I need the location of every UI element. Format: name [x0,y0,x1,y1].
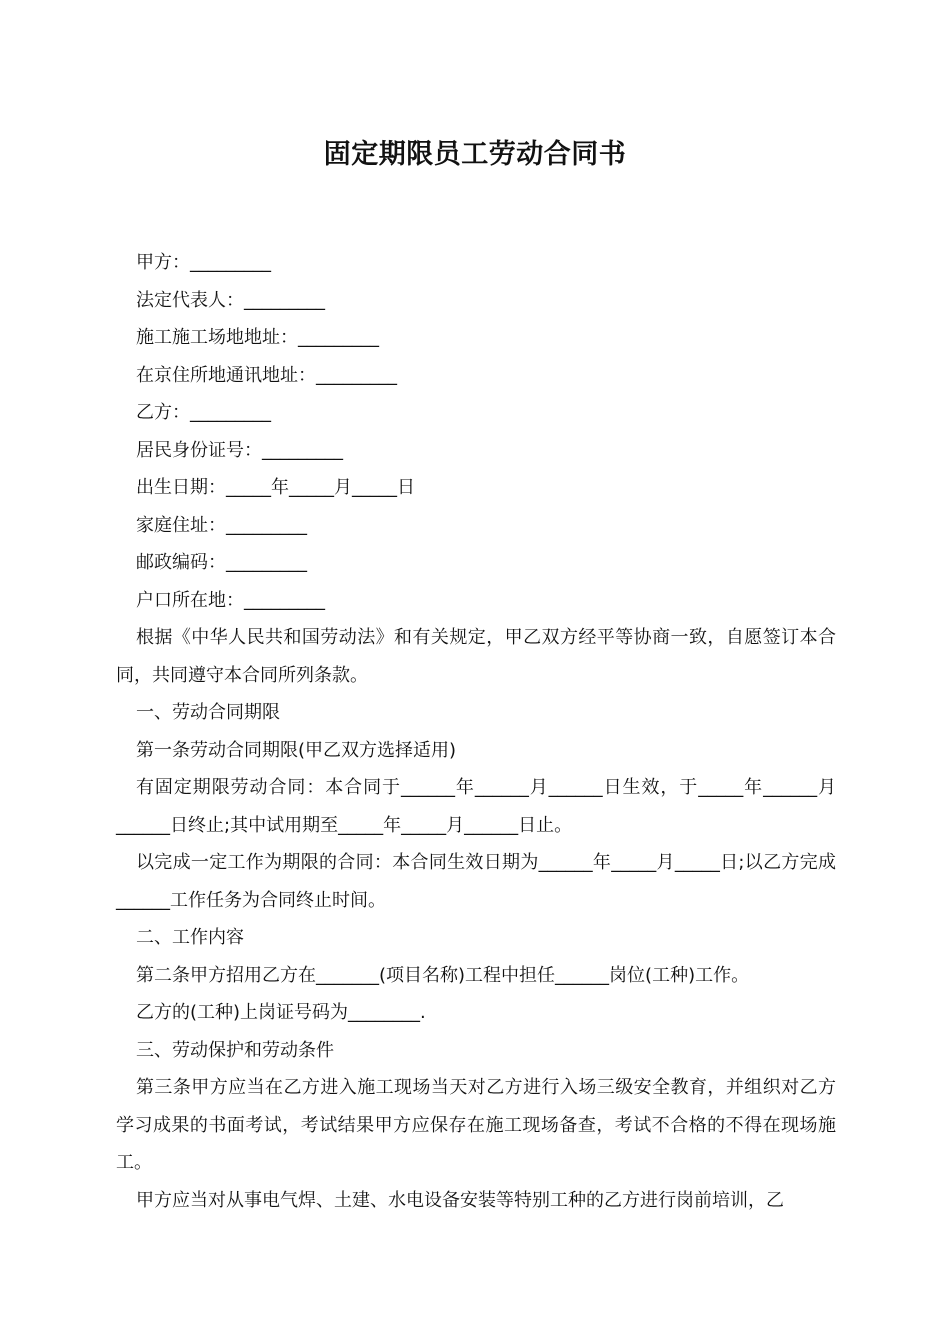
article-1-task-term: 以完成一定工作为期限的合同：本合同生效日期为______年_____月_____日;以乙方完成______工作任务为合同终止时间。 [116,852,836,911]
section-heading-protection: 三、劳动保护和劳动条件 [136,1039,334,1061]
article-1-fixed-term: 有固定期限劳动合同：本合同于______年______月______日生效，于_____年______月______日终止;其中试用期至_____年_____月______日止。 [116,777,836,836]
article-1: 第一条劳动合同期限(甲乙双方选择适用) [136,739,457,761]
article-3: 第三条甲方应当在乙方进入施工现场当天对乙方进行入场三级安全教育，并组织对乙方学习成果的书面考试，考试结果甲方应保存在施工现场备查，考试不合格的不得在现场施工。 [116,1077,836,1173]
id-number-line: 居民身份证号：_________ [136,439,343,461]
party-b-line: 乙方：_________ [136,402,271,423]
section-heading-work: 二、工作内容 [136,927,244,948]
article-2: 第二条甲方招用乙方在_______(项目名称)工程中担任______岗位(工种)工作。 [136,964,750,986]
document-title: 固定期限员工劳动合同书 [323,139,627,170]
household-registration-line: 户口所在地：_________ [136,589,325,611]
party-a-line: 甲方：_________ [136,252,271,273]
birth-date-line: 出生日期：_____年_____月_____日 [136,477,415,498]
legal-representative-line: 法定代表人：_________ [136,289,325,311]
document-body [116,244,836,1219]
section-heading-term: 一、劳动合同期限 [136,702,280,723]
postal-code-line: 邮政编码：_________ [136,552,307,573]
article-3-training: 甲方应当对从事电气焊、土建、水电设备安装等特别工种的乙方进行岗前培训，乙 [136,1189,784,1211]
article-2-certificate: 乙方的(工种)上岗证号码为________. [136,1002,426,1023]
home-address-line: 家庭住址：_________ [136,514,307,536]
intro-paragraph: 根据《中华人民共和国劳动法》和有关规定，甲乙双方经平等协商一致，自愿签订本合同，共同遵守本合同所列条款。 [116,627,836,686]
beijing-mailing-address-line: 在京住所地通讯地址：_________ [136,364,397,386]
construction-site-address-line: 施工施工场地地址：_________ [136,327,379,348]
